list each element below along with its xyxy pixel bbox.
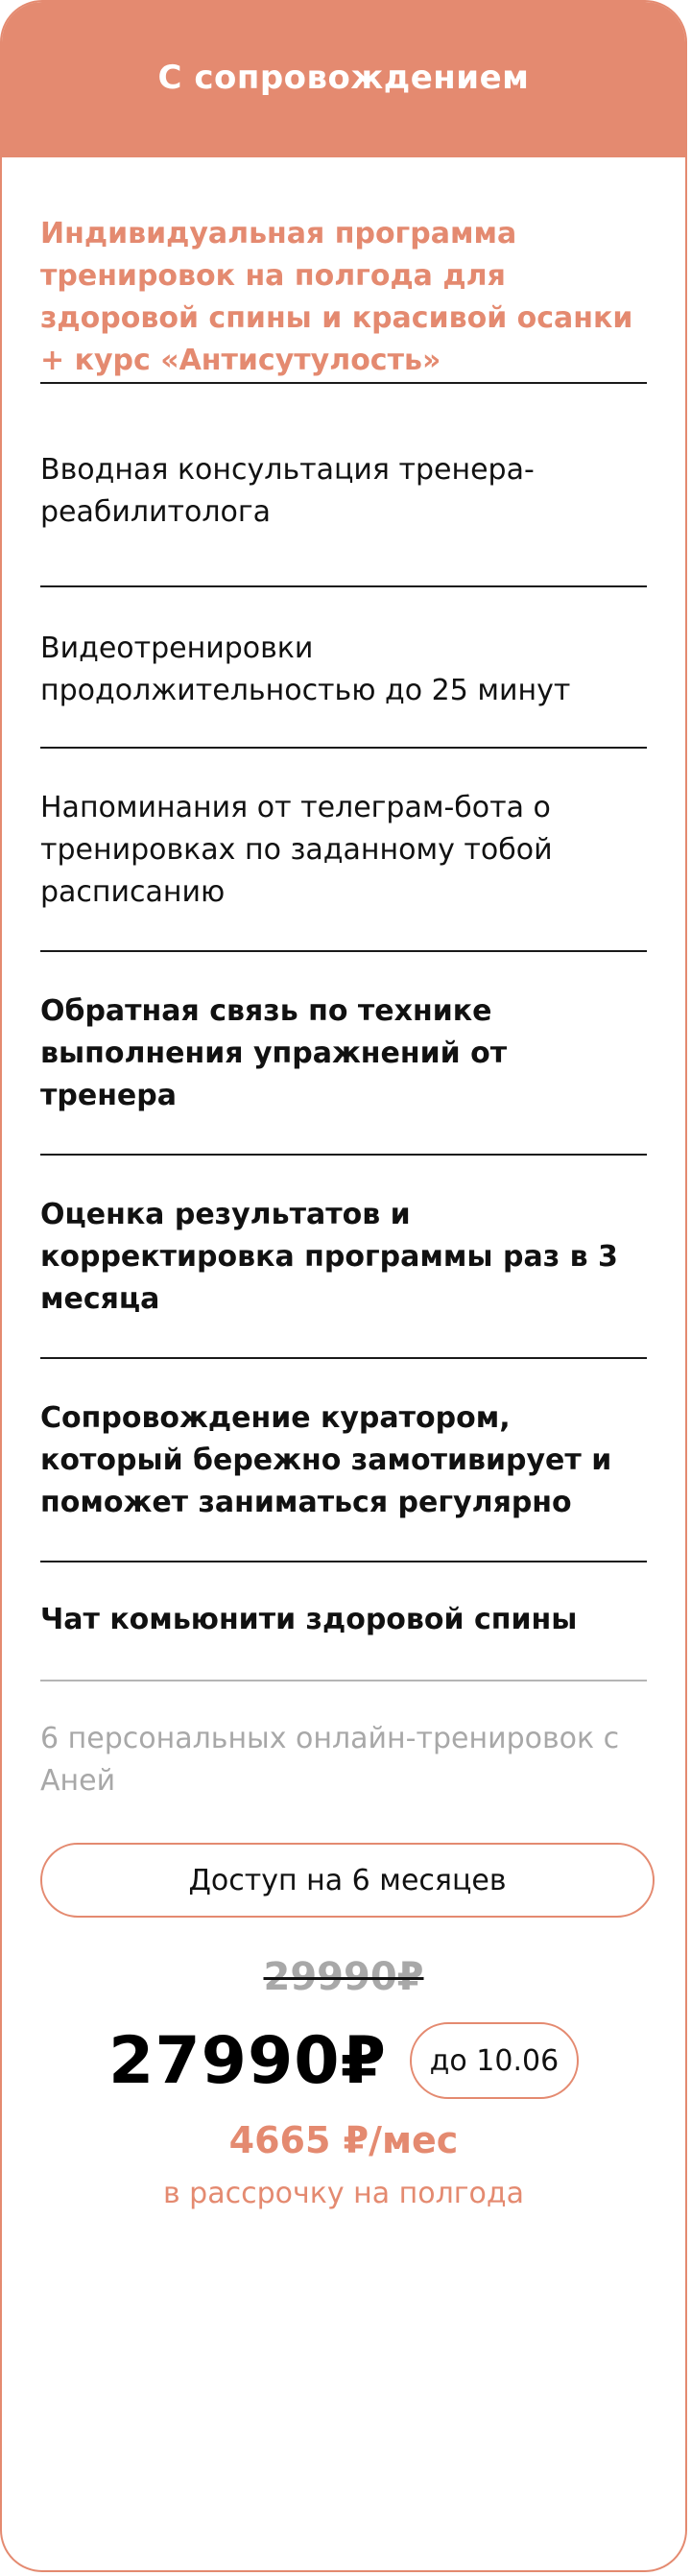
price-row	[40, 2017, 647, 2104]
installment-note: в рассрочку на полгода	[162, 2177, 525, 2210]
monthly-price: 4665 ₽/мес	[228, 2119, 459, 2161]
current-price: 27990₽	[108, 2022, 387, 2099]
deadline-badge: до 10.06	[410, 2022, 579, 2099]
feature-item-community-chat: Чат комьюнити здоровой спины	[40, 1603, 578, 1636]
feature-item-curator: Сопровождение куратором, который бережно замотивирует и поможет заниматься регулярно	[40, 1401, 612, 1519]
plan-title: С сопровождением	[157, 59, 530, 97]
access-period-button[interactable]: Доступ на 6 месяцев	[40, 1843, 655, 1918]
card-header	[2, 2, 685, 157]
feature-item-consultation: Вводная консультация тренера-реабилитолога	[40, 453, 535, 529]
feature-item-bot-reminders: Напоминания от телеграм-бота о тренировках по заданному тобой расписанию	[40, 791, 553, 909]
feature-item-technique-feedback: Обратная связь по технике выполнения упражнений от тренера	[40, 994, 508, 1112]
feature-item-results-review: Оценка результатов и корректировка программы раз в 3 месяца	[40, 1198, 618, 1316]
plan-headline: Индивидуальная программа тренировок на полгода для здоровой спины и красивой осанки + курс «Антисутулость»	[40, 217, 633, 377]
feature-item-personal-sessions: 6 персональных онлайн-тренировок с Аней	[40, 1722, 620, 1798]
feature-item-video-workouts: Видеотренировки продолжительностью до 25 минут	[40, 632, 571, 707]
card-content	[2, 213, 685, 2217]
old-price: 29990₽	[263, 1955, 424, 1999]
